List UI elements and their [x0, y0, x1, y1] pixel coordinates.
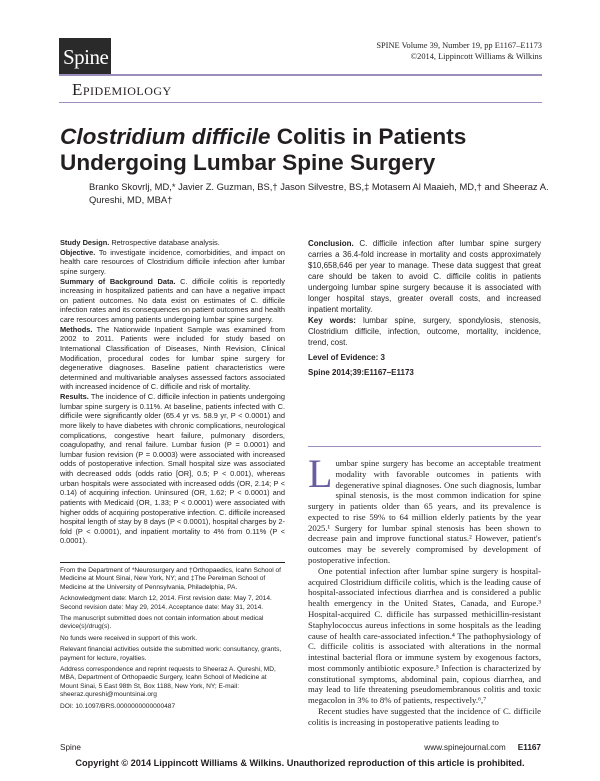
- section-rule: [59, 102, 542, 103]
- footnote-affiliations: From the Department of *Neurosurgery and †Orthopaedics, Icahn School of Medicine at Mount Sinai, New York, NY; and ‡The Perelman School of Medicine at the University of Pennsylvania, Philadelphia, PA.: [60, 567, 282, 591]
- methods-text: The Nationwide Inpatient Sample was examined from 2002 to 2011. Patients were included for study based on International Classification of Diseases, Ninth Revision, Clinical Modification, procedural codes for lumbar spine surgery for degenerative diagnoses. Baseline patient characteristics were determined and multivariable analyses assessed factors associated with increased incidence of C. difficile and risk of mortality.: [60, 324, 285, 392]
- footer-journal: Spine: [60, 743, 81, 752]
- background-text: C. difficile colitis is reportedly increasing in hospitalized patients and can have a negative impact on patient outcomes. No data exist on estimates of C. difficile infection rates and its consequences on patient outcomes and health care resources among patients undergoing lumbar spine surgery.: [60, 276, 286, 324]
- footnote-dates: Acknowledgment date: March 12, 2014. First revision date: May 7, 2014. Second revision date: May 29, 2014. Acceptance date: May 31, 2014.: [60, 595, 272, 611]
- results-label: Results.: [60, 392, 89, 401]
- section-heading: Epidemiology: [72, 80, 172, 99]
- author-list: Branko Skovrlj, MD,* Javier Z. Guzman, BS,† Jason Silvestre, BS,‡ Motasem Al Maaieh, MD,† and Sheeraz A. Qureshi, MD, MBA†: [89, 181, 549, 205]
- background-label: Summary of Background Data.: [60, 276, 176, 286]
- footer-url[interactable]: www.spinejournal.com: [424, 743, 506, 752]
- drop-cap: L: [308, 451, 333, 496]
- body-paragraph-1: [308, 451, 541, 566]
- footnote-relevant: Relevant financial activities outside the submitted work: consultancy, grants, payment for lecture, royalties.: [60, 646, 282, 662]
- page-number: E1167: [517, 743, 541, 752]
- title-organism: Clostridium difficile: [60, 124, 271, 149]
- abstract-right-column: [308, 238, 541, 378]
- body-p1-text: umbar spine surgery has become an acceptable treatment modality with favorable outcomes in patients with degenerative spinal diagnoses. One such diagnosis, lumbar spinal stenosis, is the most common indication for spine surgery in patients older than 65 years, and its prevalence is expected to rise 59% to 64 million elderly patients by the year 2025.¹ Surgery for lumbar spinal stenosis has been shown to decrease pain and improve functional status.² However, patient's outcomes may be severely compromised by development of postoperative infection.: [308, 458, 541, 566]
- abstract-body-divider: [308, 446, 541, 447]
- article-body: [308, 451, 541, 728]
- page-footer: [60, 743, 541, 752]
- citation: Spine 2014;39:E1167–E1173: [308, 368, 414, 377]
- footer-right: [424, 743, 541, 752]
- journal-logo: Spine: [59, 38, 111, 74]
- abstract-conclusion: [308, 238, 541, 315]
- footnote-device: The manuscript submitted does not contain information about medical device(s)/drug(s).: [60, 615, 264, 631]
- abstract-left-column: [60, 238, 285, 546]
- methods-label: Methods.: [60, 324, 93, 334]
- footnote-address: Address correspondence and reprint requests to Sheeraz A. Qureshi, MD, MBA, Department of Orthopaedic Surgery, Icahn School of Medicine at Mount Sinai, 5 East 98th St, Box 1188, New York, NY; E-mail: sheeraz.qureshi@mountsinai.org: [60, 666, 276, 699]
- design-label: Study Design.: [60, 238, 110, 247]
- footnotes: [60, 562, 285, 714]
- footnote-rule: [60, 562, 285, 563]
- journal-info: [376, 40, 542, 62]
- journal-copyright: ©2014, Lippincott Williams & Wilkins: [410, 52, 542, 61]
- objective-text: To investigate incidence, comorbidities, and impact on health care resources of Clostridium difficile infection after lumbar spine surgery.: [60, 247, 285, 276]
- abstract-background: [60, 277, 285, 325]
- body-paragraph-2: One potential infection after lumbar spine surgery is hospital-acquired Clostridium difficile colitis, which is the leading cause of hospital-associated infectious diarrhea and is considered a public health emergency in the United States, Canada, and Europe.³ Hospital-acquired C. difficile has surpassed methicillin-resistant Staphylococcus aureus infections in some hospitals as the leading cause of health care-associated infection.⁴ The pathophysiology of C. difficile colitis is associated with alterations in the normal intestinal bacterial flora or immune system by exogenous factors, most commonly antibiotic exposure.⁵ Infection is characterized by constitutional symptoms, abdominal pain, copious diarrhea, and may lead to life threatening pseudomembranous colitis and toxic megacolon in 3% to 8% of patients, respectively.⁶,⁷: [308, 565, 541, 706]
- journal-volume: SPINE Volume 39, Number 19, pp E1167–E1173: [376, 41, 542, 50]
- footnote-funding: No funds were received in support of this work.: [60, 634, 198, 642]
- abstract-keywords: [308, 315, 541, 348]
- abstract-design: [60, 238, 285, 248]
- objective-label: Objective.: [60, 247, 96, 257]
- abstract-methods: [60, 325, 285, 392]
- title-rest: Colitis in Patients Undergoing Lumbar Spine Surgery: [60, 124, 467, 175]
- keywords-text: lumbar spine, surgery, spondylosis, stenosis, Clostridium difficile, infection, outcome, mortality, incidence, trend, cost.: [308, 316, 541, 347]
- copyright-notice: Copyright © 2014 Lippincott Williams & Wilkins. Unauthorized reproduction of this article is prohibited.: [75, 758, 525, 768]
- header-rule: [59, 74, 542, 76]
- level-label: Level of Evidence:: [308, 353, 379, 362]
- body-paragraph-3: Recent studies have suggested that the incidence of C. difficile colitis is increasing in postoperative patients leading to: [308, 705, 541, 727]
- level-value: 3: [378, 353, 385, 362]
- keywords-label: Key words:: [308, 316, 356, 325]
- results-text: The incidence of C. difficile infection in patients undergoing lumbar spine surgery is 0.11%. At baseline, patients infected with C. difficile were significantly older (65.4 yr vs. 58.9 yr, P < 0.0001) and more likely to have diabetes with chronic complications, neurological complications, congestive heart failure, pulmonary disorders, coagulopathy, and renal failure. Lumbar fusion (P = 0.0001) and lumbar fusion revision (P = 0.0003) were associated with increased odds of postoperative infection. Small hospital size was associated with decreased odds (odds ratio [OR], 0.5; P < 0.001), whereas urban hospitals were associated with increased odds (OR, 2.14; P < 0.14) of acquiring infection. Uninsured (OR, 1.62; P < 0.0001) and patients with Medicaid (OR, 1.33; P < 0.0001) were associated with higher odds of acquiring postoperative infection. C. difficile increased hospital length of stay by 8 days (P < 0.0001), hospital charges by 2-fold (P < 0.0001), and inpatient mortality to 4% from 0.11% (P < 0.0001).: [60, 392, 285, 546]
- design-text: Retrospective database analysis.: [109, 238, 220, 247]
- conclusion-text: C. difficile infection after lumbar spine surgery carries a 36.4-fold increase in mortality and costs approximately $10,658,646 per year to manage. These data suggest that great care should be taken to avoid C. difficile colitis in patients undergoing lumbar spine surgery because it is associated with longer hospital stays, greater overall costs, and increased inpatient mortality.: [308, 239, 541, 314]
- footnote-doi: DOI: 10.1097/BRS.0000000000000487: [60, 702, 176, 710]
- abstract-objective: [60, 248, 285, 277]
- abstract-results: [60, 392, 285, 546]
- conclusion-label: Conclusion.: [308, 239, 354, 248]
- level-of-evidence: [308, 352, 541, 363]
- article-title: [60, 124, 540, 176]
